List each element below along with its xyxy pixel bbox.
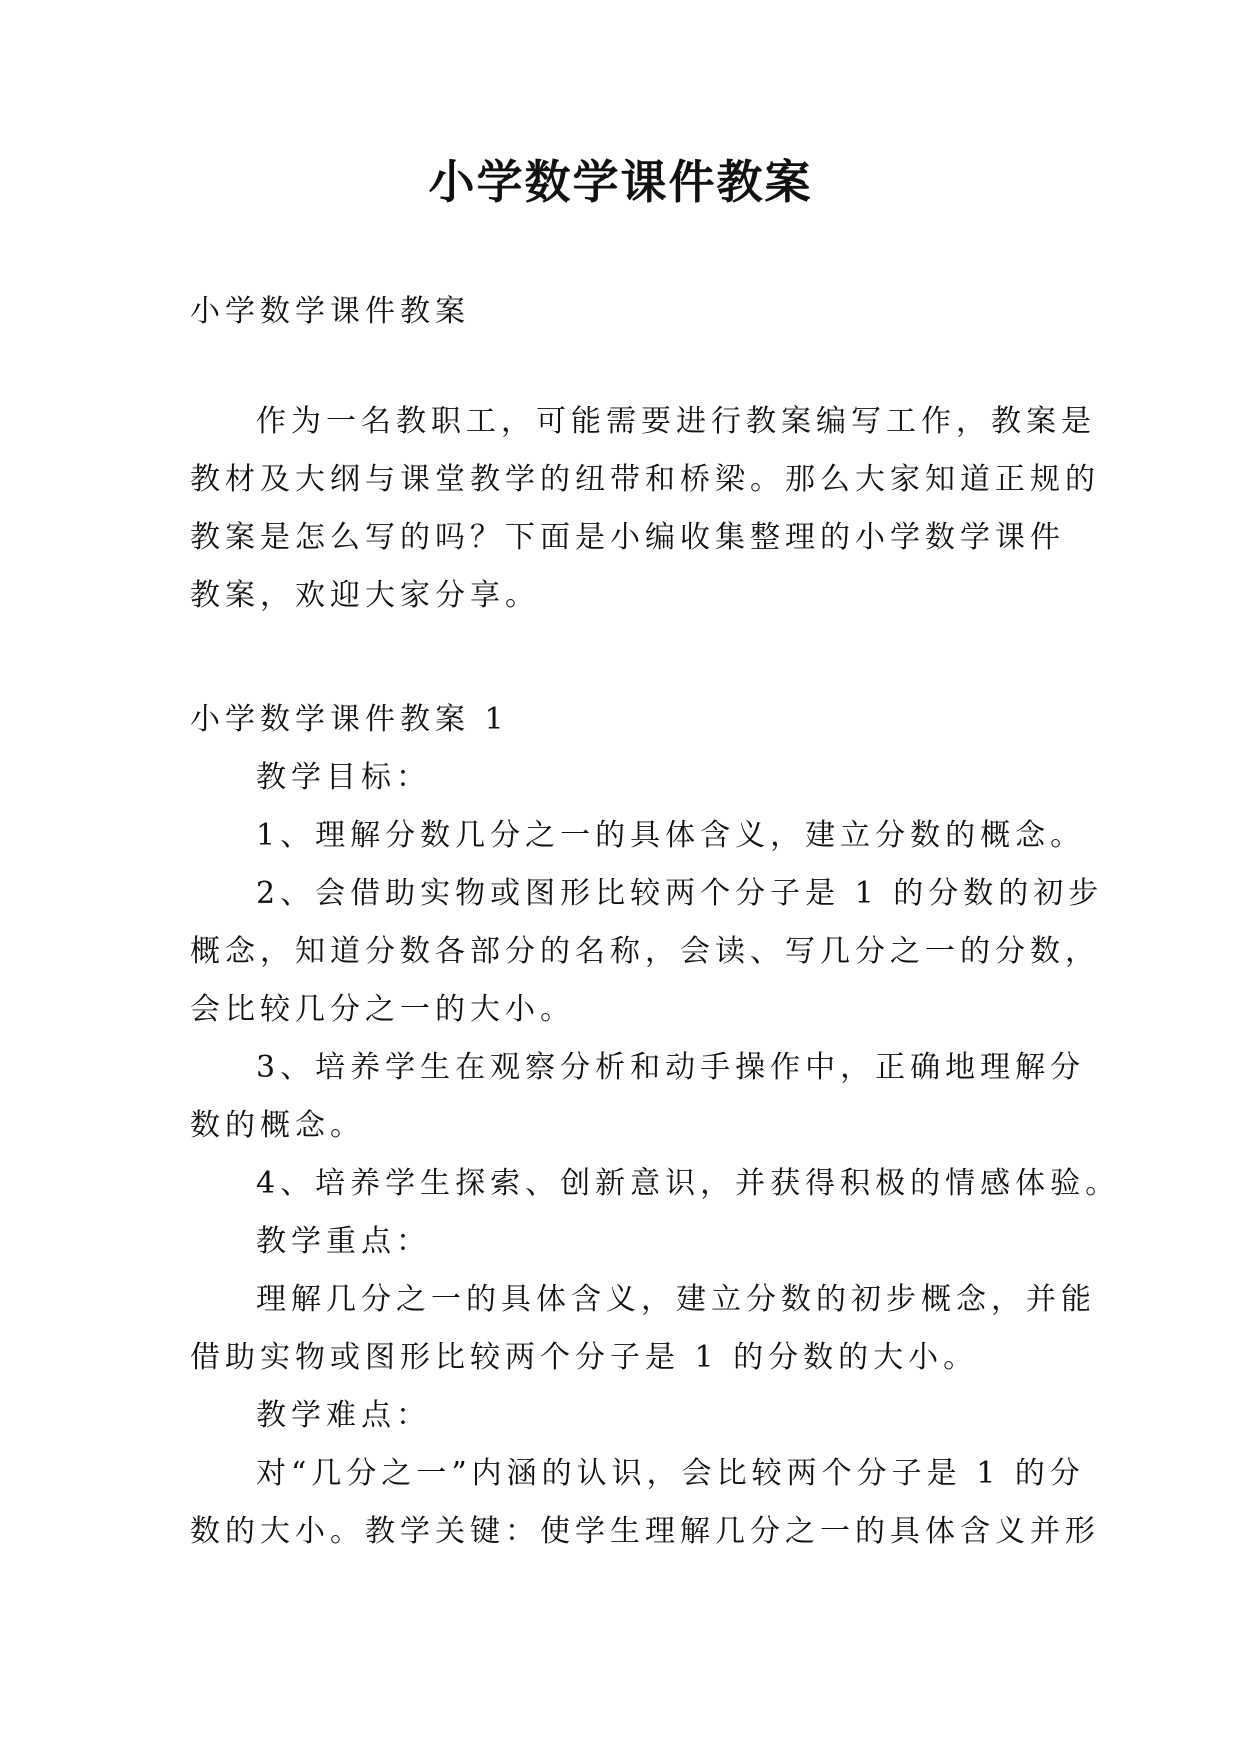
document-title: 小学数学课件教案 [428,155,813,209]
goal-item-3: 3、培养学生在观察分析和动手操作中，正确地理解分 [256,1050,1086,1085]
doc-subtitle: 小学数学课件教案 [190,294,470,329]
subheading-teaching-goals: 教学目标： [256,760,431,795]
goal-item-2-cont: 概念，知道分数各部分的名称，会读、写几分之一的分数， [190,934,1100,969]
goal-item-3-cont: 数的概念。 [190,1108,365,1143]
subheading-difficulties: 教学难点： [256,1398,431,1433]
key-points-text-cont: 借助实物或图形比较两个分子是 1 的分数的大小。 [190,1340,979,1375]
difficulties-text: 对“几分之一”内涵的认识，会比较两个分子是 1 的分 [256,1456,1085,1491]
paragraph-line: 作为一名教职工，可能需要进行教案编写工作，教案是 [256,404,1096,439]
paragraph-line: 教材及大纲与课堂教学的纽带和桥梁。那么大家知道正规的 [190,462,1100,497]
key-points-text: 理解几分之一的具体含义，建立分数的初步概念，并能 [256,1282,1096,1317]
section-heading: 小学数学课件教案 1 [190,702,509,737]
goal-item-1: 1、理解分数几分之一的具体含义，建立分数的概念。 [256,818,1086,853]
paragraph-line: 教案，欢迎大家分享。 [190,578,540,613]
goal-item-4: 4、培养学生探索、创新意识，并获得积极的情感体验。 [256,1166,1121,1201]
goal-item-2-cont: 会比较几分之一的大小。 [190,992,575,1027]
subheading-key-points: 教学重点： [256,1224,431,1259]
paragraph-line: 教案是怎么写的吗？下面是小编收集整理的小学数学课件 [190,520,1065,555]
difficulties-text-cont: 数的大小。教学关键：使学生理解几分之一的具体含义并形 [190,1514,1100,1549]
goal-item-2: 2、会借助实物或图形比较两个分子是 1 的分数的初步 [256,876,1104,911]
